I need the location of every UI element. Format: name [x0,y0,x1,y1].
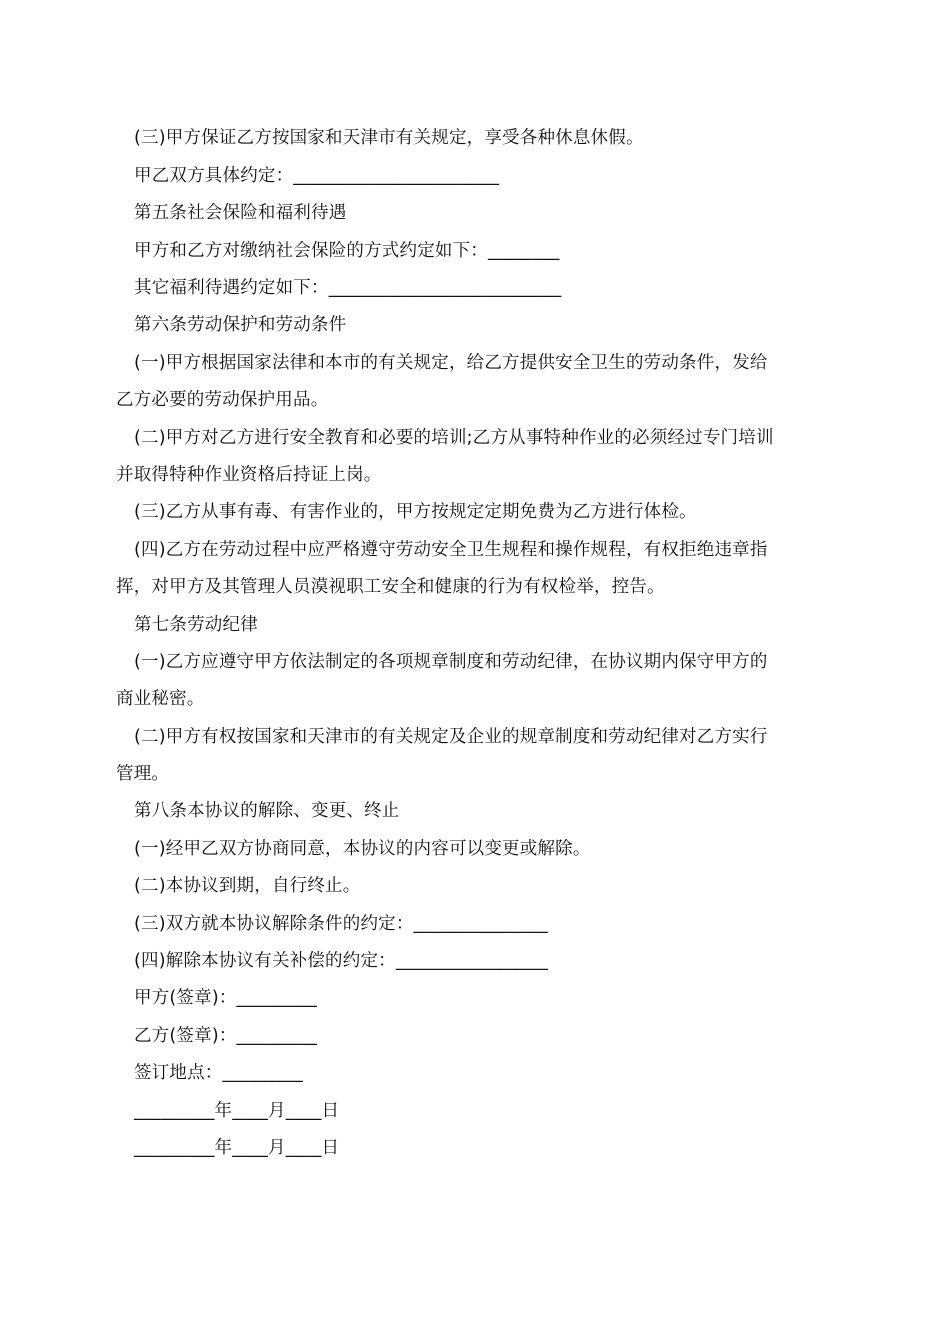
clause-8-heading: 第八条本协议的解除、变更、终止 [134,801,400,821]
clause-4-item-3: (三)甲方保证乙方按国家和天津市有关规定，享受各种休息休假。 [134,128,644,148]
clause-6-item-4-line-1: (四)乙方在劳动过程中应严格遵守劳动安全卫生规程和操作规程，有权拒绝违章指 [134,540,768,560]
signing-date-1: _________年____月____日 [134,1101,340,1121]
clause-7-item-2-line-1: (二)甲方有权按国家和天津市的有关规定及企业的规章制度和劳动纪律对乙方实行 [134,727,768,747]
clause-7-item-1-line-2: 商业秘密。 [116,689,205,709]
clause-7-item-2-line-2: 管理。 [116,764,170,784]
clause-8-item-1: (一)经甲乙双方协商同意，本协议的内容可以变更或解除。 [134,839,591,859]
clause-6-item-1-line-2: 乙方必要的劳动保护用品。 [116,390,329,410]
clause-6-item-4-line-2: 挥，对甲方及其管理人员漠视职工安全和健康的行为有权检举，控告。 [116,577,665,597]
party-a-signature: 甲方(签章)：_________ [134,988,318,1008]
signing-location: 签订地点：_________ [134,1063,304,1083]
clause-8-item-4: (四)解除本协议有关补偿的约定：_________________ [134,951,549,971]
clause-5-other-benefits: 其它福利待遇约定如下：__________________________ [134,278,562,298]
clause-6-item-1-line-1: (一)甲方根据国家法律和本市的有关规定，给乙方提供安全卫生的劳动条件，发给 [134,353,768,373]
clause-8-item-3: (三)双方就本协议解除条件的约定：_______________ [134,914,548,934]
clause-6-item-2-line-2: 并取得特种作业资格后持证上岗。 [116,465,382,485]
signing-date-2: _________年____月____日 [134,1138,340,1158]
clause-6-item-2-line-1: (二)甲方对乙方进行安全教育和必要的培训;乙方从事特种作业的必须经过专门培训 [134,428,774,448]
party-b-signature: 乙方(签章)：_________ [134,1026,318,1046]
clause-8-item-2: (二)本协议到期，自行终止。 [134,876,361,896]
clause-7-item-1-line-1: (一)乙方应遵守甲方依法制定的各项规章制度和劳动纪律，在协议期内保守甲方的 [134,652,768,672]
clause-7-heading: 第七条劳动纪律 [134,615,258,635]
clause-6-item-3: (三)乙方从事有毒、有害作业的，甲方按规定定期免费为乙方进行体检。 [134,502,697,522]
clause-5-heading: 第五条社会保险和福利待遇 [134,203,347,223]
clause-5-insurance-method: 甲方和乙方对缴纳社会保险的方式约定如下：________ [134,241,560,261]
clause-6-heading: 第六条劳动保护和劳动条件 [134,315,347,335]
clause-4-specific-agreement: 甲乙双方具体约定：_______________________ [134,166,500,186]
